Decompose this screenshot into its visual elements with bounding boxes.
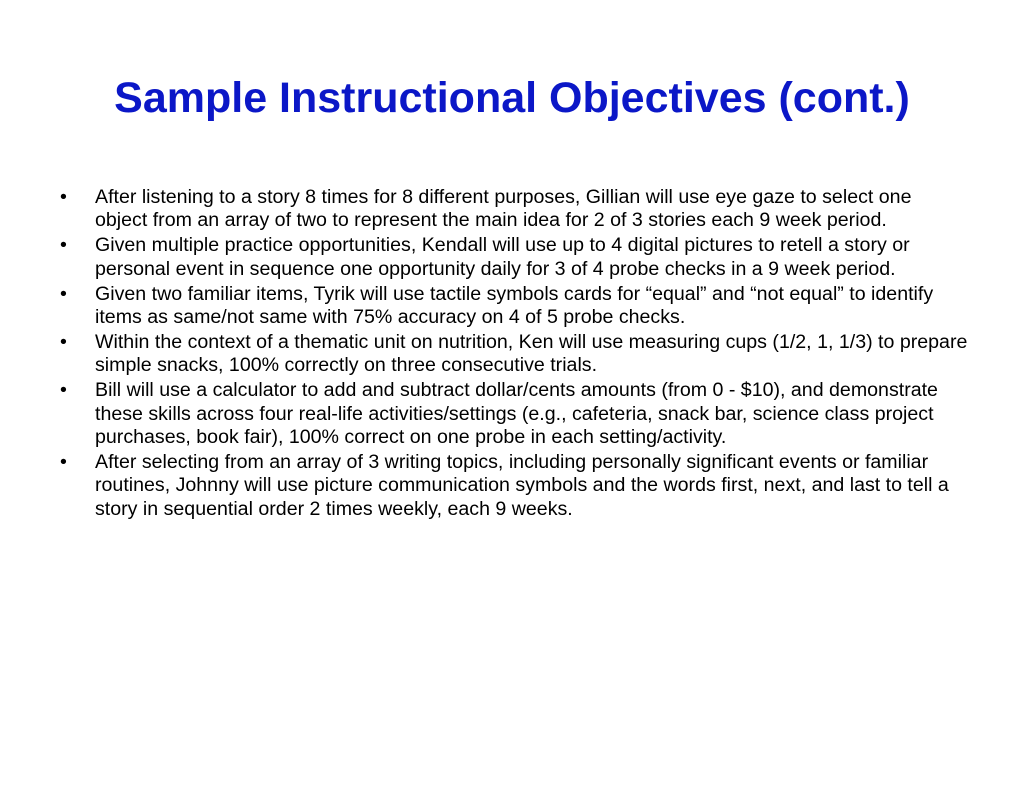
bullet-text: Bill will use a calculator to add and subtract dollar/cents amounts (from 0 - $10), and demonstrate these skills across four real-life activities/settings (e.g., cafeteria, snack bar, science class project purchases, book fair), 100% correct on one probe in each setting/activity. xyxy=(95,379,938,449)
bullet-text: After listening to a story 8 times for 8 different purposes, Gillian will use eye gaze to select one object from an array of two to represent the main idea for 2 of 3 stories each 9 week period. xyxy=(95,186,912,232)
bullet-icon: • xyxy=(60,330,67,353)
bullet-text: Given two familiar items, Tyrik will use tactile symbols cards for “equal” and “not equal” to identify items as same/not same with 75% accuracy on 4 of 5 probe checks. xyxy=(95,282,934,329)
bullet-item xyxy=(56,331,968,378)
bullet-icon: • xyxy=(60,282,67,305)
bullet-item xyxy=(56,234,968,281)
bullet-text: Given multiple practice opportunities, Kendall will use up to 4 digital pictures to retell a story or personal event in sequence one opportunity daily for 3 of 4 probe checks in a 9 week period. xyxy=(95,234,910,280)
bullet-item xyxy=(56,283,968,330)
bullet-text: After selecting from an array of 3 writing topics, including personally significant events or familiar routines, Johnny will use picture communication symbols and the words first, next, and last to tell a story in sequential order 2 times weekly, each 9 weeks. xyxy=(95,450,949,520)
bullet-icon: • xyxy=(60,186,67,208)
bullet-text: Within the context of a thematic unit on nutrition, Ken will use measuring cups (1/2, 1, 1/3) to prepare simple snacks, 100% correctly on three consecutive trials. xyxy=(95,330,968,377)
bullet-icon: • xyxy=(60,379,67,402)
slide-title: Sample Instructional Objectives (cont.) xyxy=(114,74,910,122)
bullet-list xyxy=(56,186,968,523)
bullet-item xyxy=(56,186,968,233)
bullet-icon: • xyxy=(60,450,67,473)
bullet-item xyxy=(56,379,968,449)
bullet-item xyxy=(56,451,968,521)
bullet-icon: • xyxy=(60,234,67,257)
